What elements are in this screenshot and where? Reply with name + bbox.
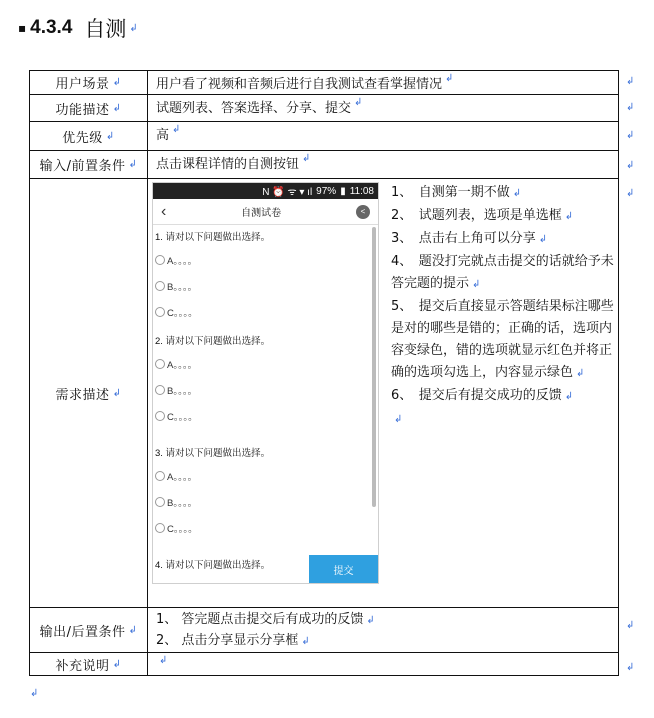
radio-icon[interactable] xyxy=(155,307,165,317)
paragraph-end: ↲ xyxy=(394,414,403,425)
radio-icon[interactable] xyxy=(155,523,165,533)
submit-button[interactable]: 提交 xyxy=(309,555,378,583)
value-output xyxy=(148,608,618,652)
requirement-item: 4、 题没打完就点击提交的话就给予未答完题的提示 ↲ xyxy=(391,254,614,291)
heading-bullet: ▪ xyxy=(18,21,27,35)
row-end-mark: ↲ xyxy=(626,102,635,113)
label-function: 功能描述 ↲ xyxy=(30,95,148,121)
row-end-mark: ↲ xyxy=(626,160,635,171)
row-priority xyxy=(30,122,618,151)
document-end-mark: ↲ xyxy=(30,688,39,699)
section-heading xyxy=(18,12,138,44)
radio-icon[interactable] xyxy=(155,255,165,265)
battery-level: 97% xyxy=(316,185,337,197)
radio-icon[interactable] xyxy=(155,359,165,369)
value-input: 点击课程详情的自测按钮 ↲ xyxy=(156,153,311,172)
option-item[interactable]: C。。。。 xyxy=(155,305,378,319)
row-input xyxy=(30,151,618,179)
option-item[interactable]: A。。。。 xyxy=(155,357,378,371)
scrollbar[interactable] xyxy=(372,227,376,507)
share-icon[interactable]: < xyxy=(356,205,370,219)
status-time: 11:08 xyxy=(349,185,374,197)
radio-icon[interactable] xyxy=(155,281,165,291)
label-extra: 补充说明 ↲ xyxy=(30,653,148,675)
question-item xyxy=(155,229,378,319)
status-icons: N ⏰ ᯤ ▾ ıl xyxy=(262,187,313,198)
row-end-mark: ↲ xyxy=(626,76,635,87)
question-title: 4. 请对以下问题做出选择。 xyxy=(155,560,271,571)
radio-icon[interactable] xyxy=(155,411,165,421)
requirement-item: 5、 提交后直接显示答题结果标注哪些是对的哪些是错的；正确的话，选项内容变绿色，错的选项就显示红色并将正确的选项勾选上，内容显示绿色 ↲ xyxy=(391,299,614,380)
option-item[interactable]: A。。。。 xyxy=(155,469,378,483)
requirement-item: 3、 点击右上角可以分享 ↲ xyxy=(391,231,548,246)
app-title: 自测试卷 xyxy=(241,208,282,219)
requirement-list xyxy=(379,182,616,431)
requirement-item: 2、 试题列表，选项是单选框 ↲ xyxy=(391,208,574,223)
question-list[interactable] xyxy=(153,225,378,581)
battery-icon: ▮ xyxy=(340,185,346,197)
row-output xyxy=(30,608,618,653)
radio-icon[interactable] xyxy=(155,471,165,481)
row-function xyxy=(30,95,618,122)
option-item[interactable]: B。。。。 xyxy=(155,383,378,397)
requirement-table xyxy=(29,70,619,676)
back-icon[interactable]: ‹ xyxy=(161,202,167,220)
option-item[interactable]: C。。。。 xyxy=(155,521,378,535)
status-bar xyxy=(153,183,378,199)
question-item xyxy=(155,445,378,535)
value-extra: ↲ xyxy=(159,655,168,666)
option-item[interactable]: B。。。。 xyxy=(155,279,378,293)
label-requirement: 需求描述 ↲ xyxy=(30,179,148,607)
value-priority: 高 ↲ xyxy=(156,124,181,143)
label-priority: 优先级 ↲ xyxy=(30,122,148,150)
row-end-mark: ↲ xyxy=(626,662,635,673)
row-end-mark: ↲ xyxy=(626,620,635,631)
app-bar xyxy=(153,199,378,225)
phone-mockup xyxy=(152,182,379,584)
value-function: 试题列表、答案选择、分享、提交 ↲ xyxy=(156,97,363,116)
option-item[interactable]: C。。。。 xyxy=(155,409,378,423)
label-scene: 用户场景 ↲ xyxy=(30,71,148,94)
requirement-item: 6、 提交后有提交成功的反馈 ↲ xyxy=(391,388,574,403)
radio-icon[interactable] xyxy=(155,497,165,507)
row-end-mark: ↲ xyxy=(626,188,635,199)
label-output: 输出/后置条件 ↲ xyxy=(30,608,148,652)
value-requirement xyxy=(148,179,620,607)
row-extra xyxy=(30,653,618,675)
label-input: 输入/前置条件 ↲ xyxy=(30,151,148,178)
requirement-item: 1、 自测第一期不做 ↲ xyxy=(391,185,522,200)
output-line: 2、 点击分享显示分享框 ↲ xyxy=(156,633,310,648)
option-item[interactable]: B。。。。 xyxy=(155,495,378,509)
question-title: 3. 请对以下问题做出选择。 xyxy=(155,448,271,459)
value-scene: 用户看了视频和音频后进行自我测试查看掌握情况 ↲ xyxy=(156,73,454,92)
question-title: 2. 请对以下问题做出选择。 xyxy=(155,336,271,347)
radio-icon[interactable] xyxy=(155,385,165,395)
row-end-mark: ↲ xyxy=(626,130,635,141)
row-requirement xyxy=(30,179,618,608)
section-title: 自测 xyxy=(84,17,127,41)
output-line: 1、 答完题点击提交后有成功的反馈 ↲ xyxy=(156,612,375,627)
paragraph-mark: ↲ xyxy=(129,22,138,34)
question-item xyxy=(155,333,378,423)
section-number: 4.3.4 xyxy=(30,17,73,38)
option-item[interactable]: A。。。。 xyxy=(155,253,378,267)
question-title: 1. 请对以下问题做出选择。 xyxy=(155,232,271,243)
row-scene xyxy=(30,71,618,95)
